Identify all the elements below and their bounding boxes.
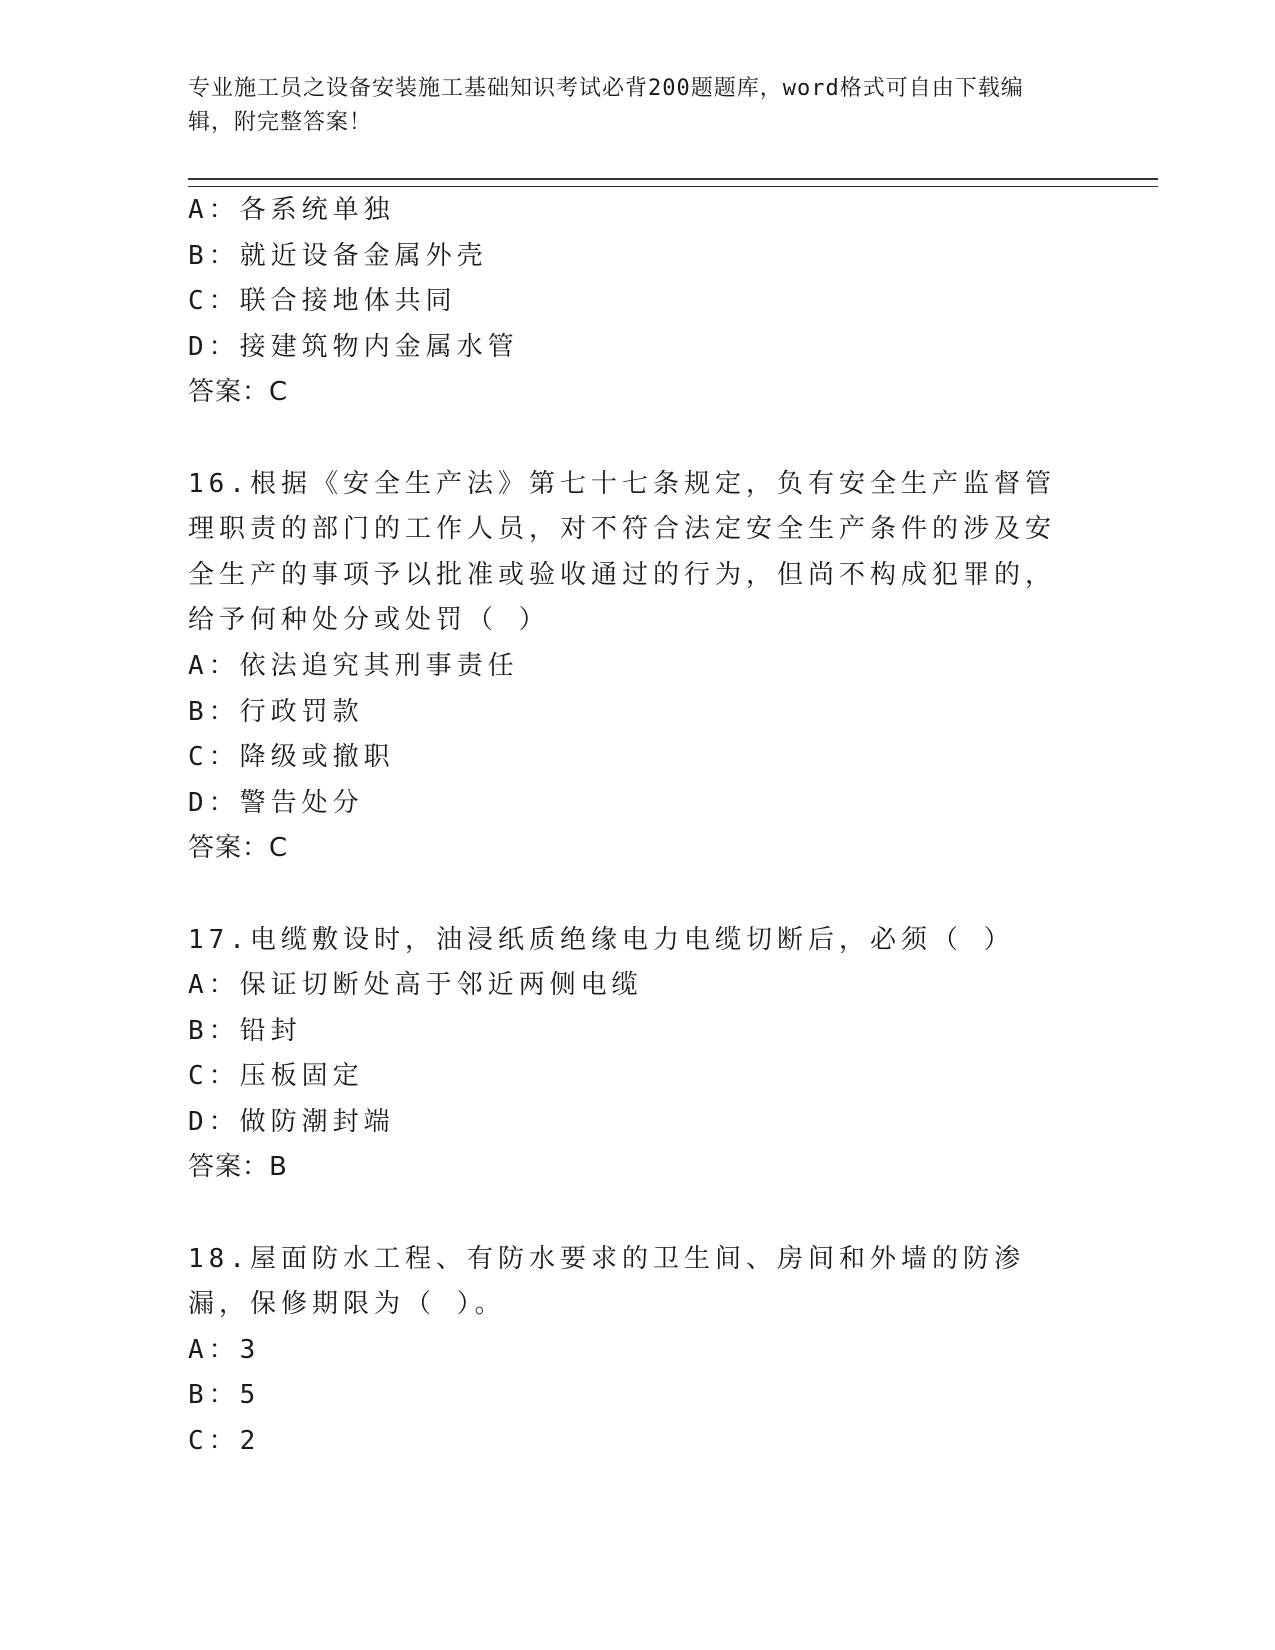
option-b: B：就近设备金属外壳 [188, 240, 488, 271]
spacer [188, 872, 1088, 918]
option-c: C：降级或撤职 [188, 742, 395, 773]
option-b: B：行政罚款 [188, 696, 364, 727]
spacer [188, 1191, 1088, 1237]
question-stem: 18.屋面防水工程、有防水要求的卫生间、房间和外墙的防渗漏，保修期限为（ ）。 [188, 1243, 1025, 1320]
option-a: A：依法追究其刑事责任 [188, 650, 519, 681]
header-divider [188, 178, 1158, 187]
option-b: B：5 [188, 1380, 261, 1411]
question-15-tail [188, 188, 1088, 416]
option-d: D：做防潮封端 [188, 1106, 395, 1137]
option-b: B：铅封 [188, 1015, 302, 1046]
option-d: D：接建筑物内金属水管 [188, 331, 519, 362]
option-c: C：2 [188, 1426, 261, 1457]
question-17 [188, 918, 1088, 1192]
question-stem: 17.电缆敷设时，油浸纸质绝缘电力电缆切断后，必须（ ） [188, 924, 1015, 955]
option-a: A：保证切断处高于邻近两侧电缆 [188, 970, 643, 1001]
answer: 答案：C [188, 377, 289, 408]
question-18 [188, 1237, 1088, 1465]
option-c: C：压板固定 [188, 1061, 364, 1092]
document-title: 专业施工员之设备安装施工基础知识考试必背200题题库，word格式可自由下载编辑，附完整答案！ [188, 76, 1024, 135]
answer: 答案：B [188, 1152, 288, 1183]
question-16 [188, 462, 1088, 872]
document-header [188, 72, 1068, 140]
spacer [188, 416, 1088, 462]
option-a: A：3 [188, 1334, 261, 1365]
option-d: D：警告处分 [188, 787, 364, 818]
question-list [188, 188, 1088, 1465]
answer: 答案：C [188, 833, 289, 864]
option-c: C：联合接地体共同 [188, 286, 457, 317]
option-a: A：各系统单独 [188, 195, 395, 225]
question-stem: 16.根据《安全生产法》第七十七条规定，负有安全生产监督管理职责的部门的工作人员，对不符合法定安全生产条件的涉及安全生产的事项予以批准或验收通过的行为，但尚不构成犯罪的，给予何种处分或处罚（ ） [188, 468, 1057, 636]
